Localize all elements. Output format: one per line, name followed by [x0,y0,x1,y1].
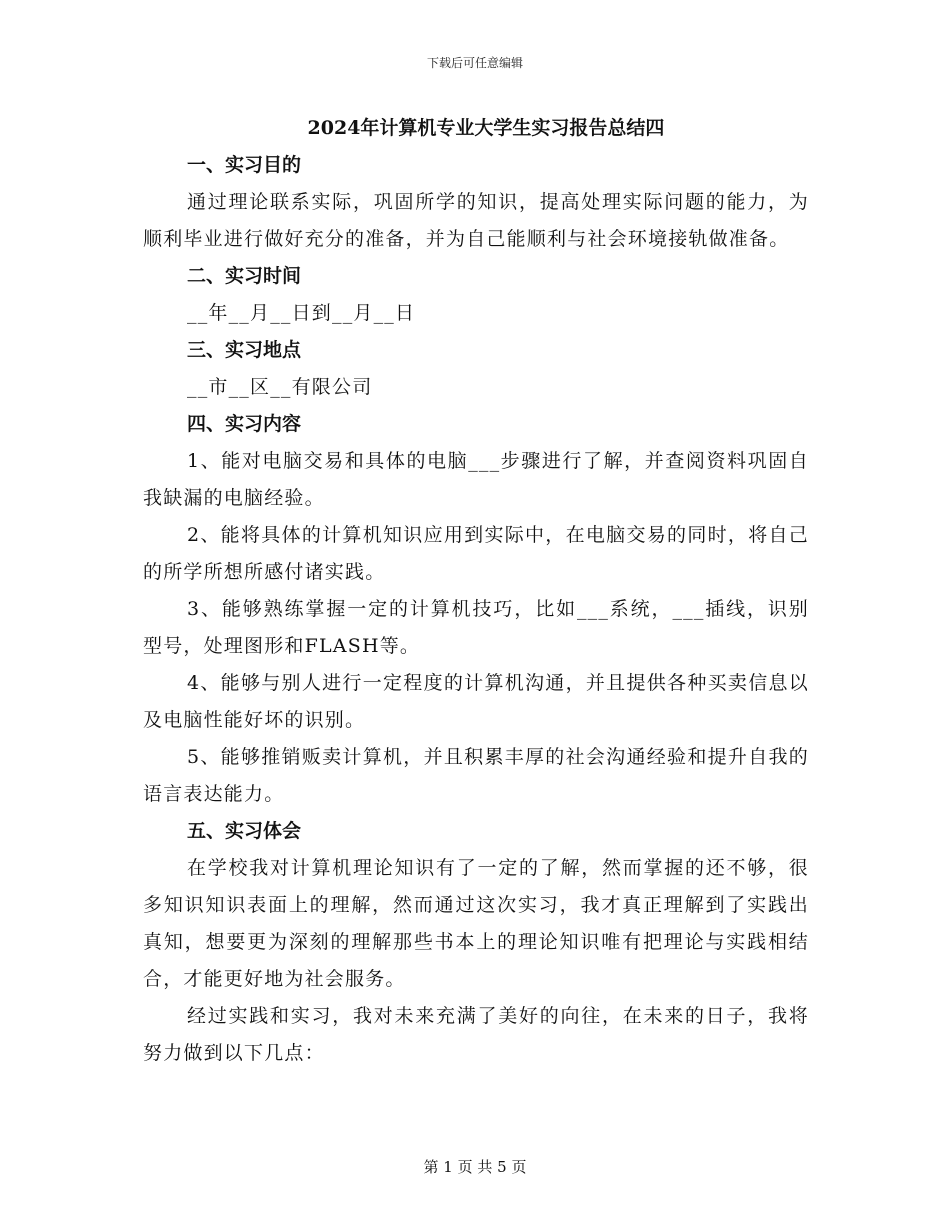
section-experience [143,813,809,1072]
paragraph: 在学校我对计算机理论知识有了一定的了解，然而掌握的还不够，很多知识知识表面上的理解，然而通过这次实习，我才真正理解到了实践出真知，想要更为深刻的理解那些书本上的理论知识唯有把理论与实践相结合，才能更好地为社会服务。 [143,857,809,990]
list-item: 3、能够熟练掌握一定的计算机技巧，比如___系统，___插线，识别型号，处理图形和FLASH等。 [143,598,809,657]
section-location [143,332,809,406]
paragraph: 通过理论联系实际，巩固所学的知识，提高处理实际问题的能力，为顺利毕业进行做好充分的准备，并为自己能顺利与社会环境接轨做准备。 [143,191,809,250]
page-indicator: 第 1 页 共 5 页 [423,1158,527,1176]
section-time [143,258,809,332]
paragraph: __市__区__有限公司 [187,376,373,398]
section-purpose [143,147,809,258]
section-heading: 三、实习地点 [187,339,302,361]
section-heading: 五、实习体会 [187,820,302,842]
section-heading: 四、实习内容 [187,413,302,435]
section-content [143,406,809,813]
page-header-note: 下载后可任意编辑 [426,56,523,70]
list-item: 1、能对电脑交易和具体的电脑___步骤进行了解，并查阅资料巩固自我缺漏的电脑经验。 [143,450,809,509]
paragraph: __年__月__日到__月__日 [187,302,416,324]
document-body [143,112,809,1072]
section-heading: 一、实习目的 [187,154,302,176]
paragraph: 经过实践和实习，我对未来充满了美好的向往，在未来的日子，我将努力做到以下几点： [143,1005,809,1064]
document-title: 2024年计算机专业大学生实习报告总结四 [307,117,665,139]
list-item: 2、能将具体的计算机知识应用到实际中，在电脑交易的同时，将自己的所学所想所感付诸实践。 [143,524,809,583]
list-item: 5、能够推销贩卖计算机，并且积累丰厚的社会沟通经验和提升自我的语言表达能力。 [143,746,809,805]
section-heading: 二、实习时间 [187,265,302,287]
list-item: 4、能够与别人进行一定程度的计算机沟通，并且提供各种买卖信息以及电脑性能好坏的识别。 [143,672,809,731]
